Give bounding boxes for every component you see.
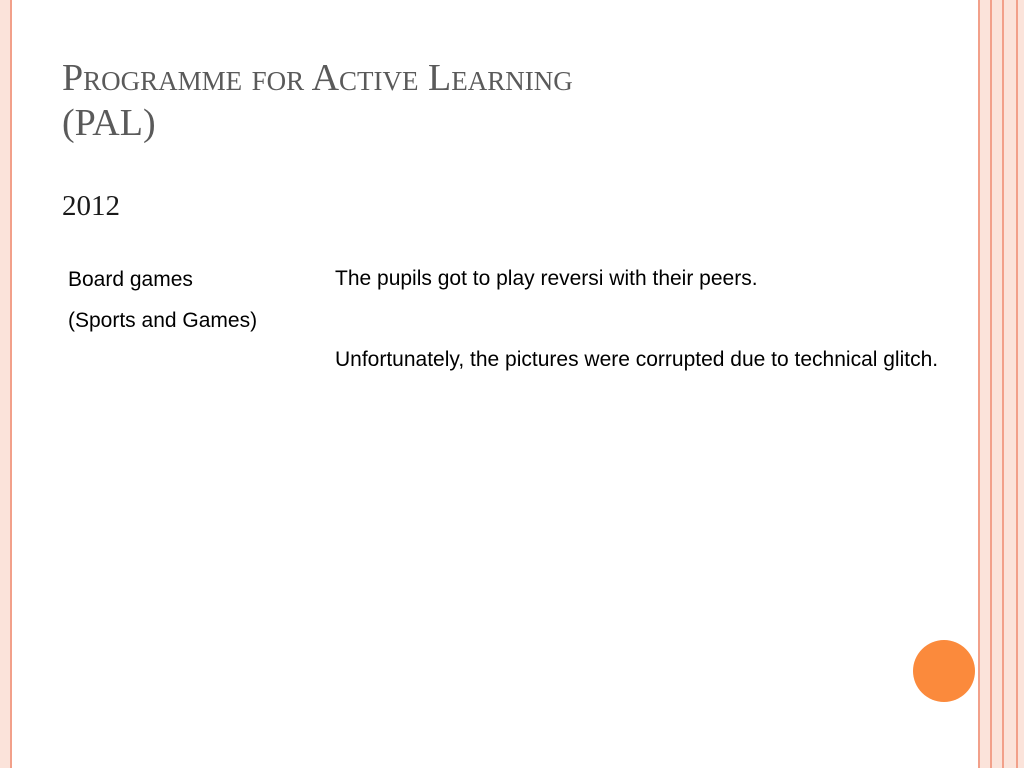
slide-title [62, 56, 922, 146]
left-border-line [10, 0, 12, 768]
year-heading: 2012 [62, 190, 120, 222]
description-paragraph-2: Unfortunately, the pictures were corrupted due to technical glitch. [335, 348, 939, 371]
right-stripe [1004, 0, 1016, 768]
decorative-orange-circle [913, 640, 975, 702]
title-line-1: Programme for Active Learning [62, 57, 573, 99]
right-stripe [1018, 0, 1024, 768]
activity-category: (Sports and Games) [68, 309, 258, 332]
activity-column [68, 263, 258, 345]
title-line-2: (PAL) [62, 102, 156, 144]
activity-name: Board games [68, 268, 193, 291]
right-stripe [992, 0, 1002, 768]
description-paragraph-1: The pupils got to play reversi with their peers. [335, 267, 758, 290]
left-border-bar [0, 0, 10, 768]
description-column [335, 262, 945, 376]
right-stripe [980, 0, 990, 768]
